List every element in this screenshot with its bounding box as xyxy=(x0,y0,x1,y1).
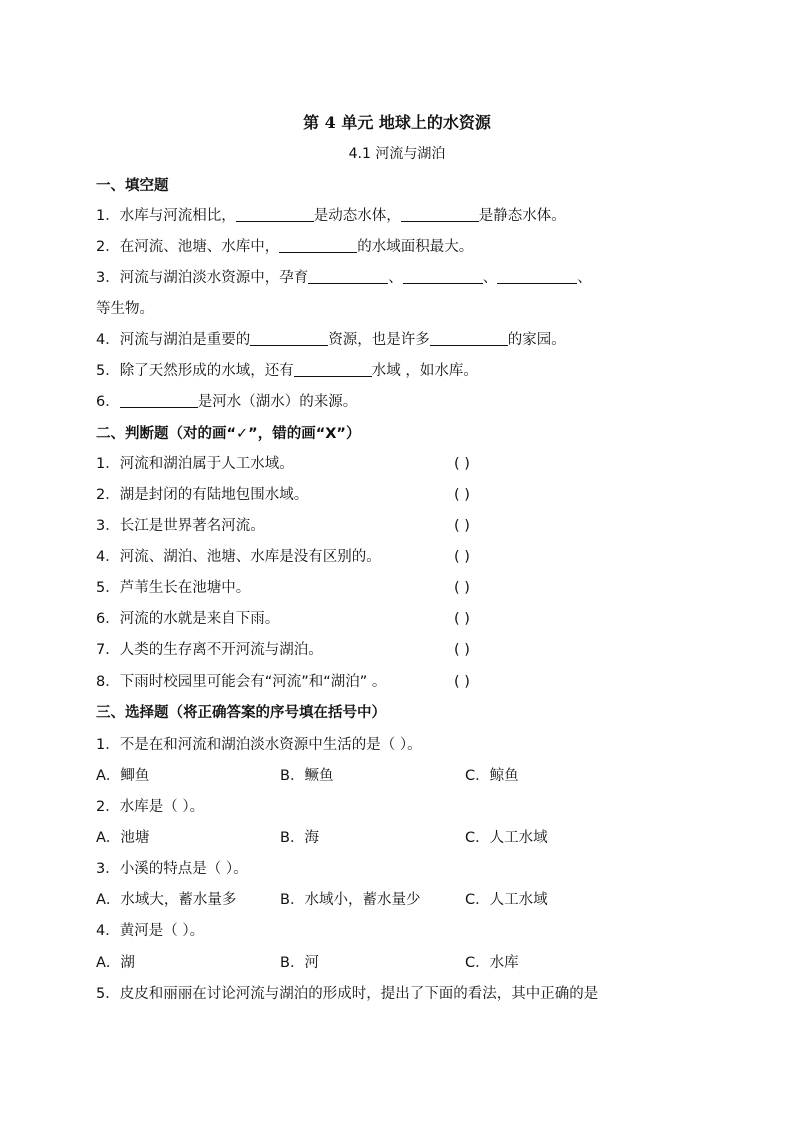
judge-question: 1．河流和湖泊属于人工水域。 xyxy=(96,456,294,472)
answer-blank[interactable] xyxy=(294,361,372,377)
fill-question-2 xyxy=(96,236,473,258)
q3-sep-1: 、 xyxy=(388,270,403,286)
q1-text-c: 是静态水体。 xyxy=(478,208,566,224)
answer-blank[interactable] xyxy=(430,330,508,346)
answer-parentheses[interactable]: ( ) xyxy=(454,549,470,565)
fill-question-4 xyxy=(96,329,566,351)
option-a[interactable]: A．湖 xyxy=(96,955,135,971)
fill-question-5 xyxy=(96,360,478,382)
choice-question: 4．黄河是（ ）。 xyxy=(96,923,205,939)
answer-blank[interactable] xyxy=(236,206,314,222)
option-b[interactable]: B．海 xyxy=(280,830,319,846)
choice-question: 1．不是在和河流和湖泊淡水资源中生活的是（ ）。 xyxy=(96,737,422,753)
judge-question: 8．下雨时校园里可能会有“河流”和“湖泊” 。 xyxy=(96,674,387,690)
fill-question-1 xyxy=(96,205,566,227)
answer-blank[interactable] xyxy=(401,206,479,222)
choice-question: 5．皮皮和丽丽在讨论河流与湖泊的形成时，提出了下面的看法，其中正确的是 xyxy=(96,986,599,1002)
q2-text-a: 2．在河流、池塘、水库中， xyxy=(96,239,280,255)
option-c[interactable]: C．人工水域 xyxy=(465,892,548,908)
q4-text-c: 的家园。 xyxy=(507,332,566,348)
q4-text-b: 资源，也是许多 xyxy=(328,332,430,348)
q3-text-a: 3．河流与湖泊淡水资源中，孕育 xyxy=(96,270,309,286)
answer-blank[interactable] xyxy=(497,268,577,284)
answer-blank[interactable] xyxy=(403,268,483,284)
section1-heading: 一、填空题 xyxy=(96,178,169,194)
lesson-title: 4.1 河流与湖泊 xyxy=(348,146,446,162)
option-c[interactable]: C．水库 xyxy=(465,955,519,971)
answer-blank[interactable] xyxy=(120,392,198,408)
answer-blank[interactable] xyxy=(308,268,388,284)
q1-text-b: 是动态水体， xyxy=(313,208,401,224)
unit-title: 第 4 单元 地球上的水资源 xyxy=(303,113,491,132)
answer-parentheses[interactable]: ( ) xyxy=(454,487,470,503)
q6-text-a: 6． xyxy=(96,394,120,410)
answer-parentheses[interactable]: ( ) xyxy=(454,456,470,472)
option-a[interactable]: A．池塘 xyxy=(96,830,150,846)
judge-question: 2．湖是封闭的有陆地包围水域。 xyxy=(96,487,309,503)
q4-text-a: 4．河流与湖泊是重要的 xyxy=(96,332,251,348)
answer-blank[interactable] xyxy=(279,237,357,253)
q5-text-b: 水域 ，如水库。 xyxy=(371,363,478,379)
judge-question: 7．人类的生存离不开河流与湖泊。 xyxy=(96,642,323,658)
judge-question: 5．芦苇生长在池塘中。 xyxy=(96,580,251,596)
answer-parentheses[interactable]: ( ) xyxy=(454,642,470,658)
option-c[interactable]: C．鲸鱼 xyxy=(465,768,519,784)
answer-parentheses[interactable]: ( ) xyxy=(454,611,470,627)
fill-question-3-cont: 等生物。 xyxy=(96,301,154,317)
answer-blank[interactable] xyxy=(250,330,328,346)
choice-question: 2．水库是（ ）。 xyxy=(96,799,205,815)
q3-sep-2: 、 xyxy=(482,270,498,286)
fill-question-6 xyxy=(96,391,357,413)
q6-text-b: 是河水（湖水）的来源。 xyxy=(197,394,358,410)
judge-question: 4．河流、湖泊、池塘、水库是没有区别的。 xyxy=(96,549,381,565)
option-b[interactable]: B．河 xyxy=(280,955,319,971)
option-a[interactable]: A．鲫鱼 xyxy=(96,768,150,784)
fill-question-3 xyxy=(96,267,592,289)
answer-parentheses[interactable]: ( ) xyxy=(454,518,470,534)
q5-text-a: 5．除了天然形成的水域，还有 xyxy=(96,363,294,379)
q2-text-b: 的水域面积最大。 xyxy=(357,239,474,255)
q3-sep-3: 、 xyxy=(577,270,592,286)
answer-parentheses[interactable]: ( ) xyxy=(454,580,470,596)
option-b[interactable]: B．鳜鱼 xyxy=(280,768,334,784)
judge-question: 3．长江是世界著名河流。 xyxy=(96,518,265,534)
answer-parentheses[interactable]: ( ) xyxy=(454,674,470,690)
q1-text-a: 1．水库与河流相比， xyxy=(96,208,236,224)
option-a[interactable]: A．水域大，蓄水量多 xyxy=(96,892,237,908)
section2-heading: 二、判断题（对的画“✓”，错的画“X”） xyxy=(96,426,361,442)
choice-question: 3．小溪的特点是（ ）。 xyxy=(96,861,248,877)
option-b[interactable]: B．水域小，蓄水量少 xyxy=(280,892,421,908)
section3-heading: 三、选择题（将正确答案的序号填在括号中） xyxy=(96,705,386,721)
option-c[interactable]: C．人工水域 xyxy=(465,830,548,846)
judge-question: 6．河流的水就是来自下雨。 xyxy=(96,611,280,627)
